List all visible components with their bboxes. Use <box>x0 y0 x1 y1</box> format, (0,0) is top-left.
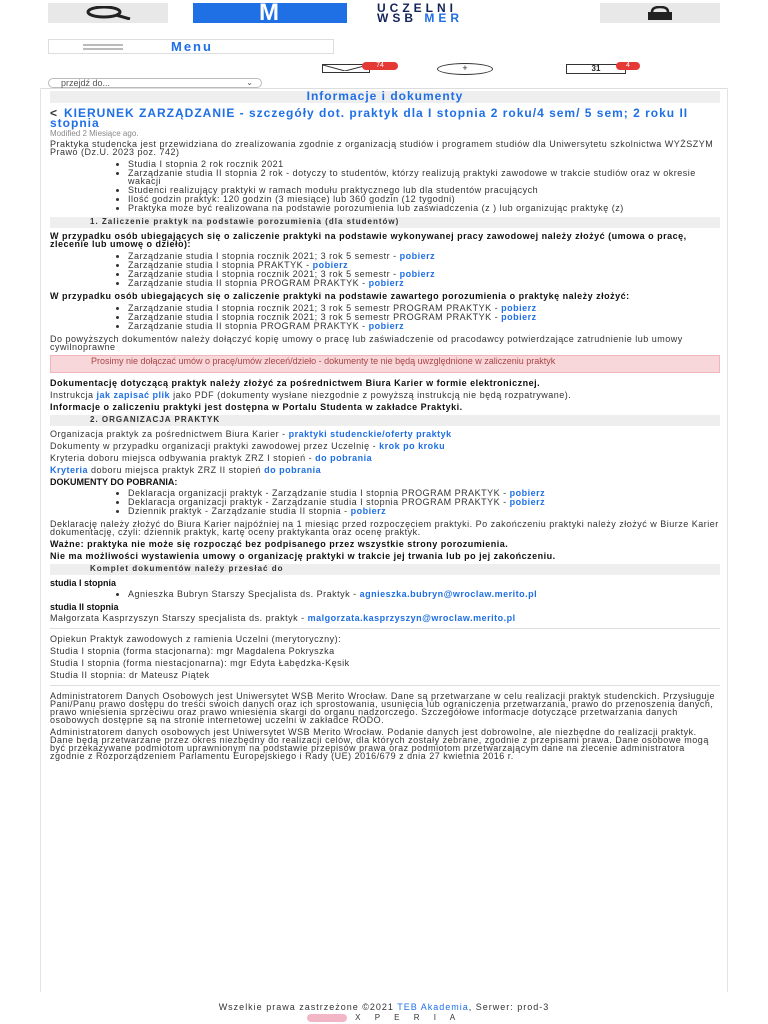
text: jako PDF (dokumenty wysłane niezgodnie z powyższą instrukcją nie będą rozpatrywane). <box>170 390 572 400</box>
logo-line-2a: WSB <box>377 11 425 25</box>
contact-name: Agnieszka Bubryn Starszy Specjalista ds. Praktyk - <box>128 589 360 599</box>
content-border-left <box>40 88 41 992</box>
top-bar <box>0 0 768 30</box>
documents-list-3 <box>50 489 720 515</box>
text: Instrukcja <box>50 390 97 400</box>
download-link[interactable]: pobierz <box>509 497 546 507</box>
step-by-step-link[interactable]: krok po kroku <box>379 441 446 451</box>
list-item <box>128 322 720 330</box>
list-item-text: Zarządzanie studia II stopnia PROGRAM PRAKTYK - <box>128 278 369 288</box>
intro-paragraph: Praktyka studencka jest przewidziana do zrealizowania zgodnie z organizacją studiów i programem studiów dla Uniwersytetu szkolnictwa WYŻSZYM Prawo (Dz.U. 2023 poz. 742) <box>50 139 714 157</box>
search-icon <box>80 6 136 20</box>
stage-2-heading: studia II stopnia <box>50 602 119 612</box>
paragraph <box>50 430 720 438</box>
text: doboru miejsca praktyk ZRZ II stopień <box>88 465 265 475</box>
contact-list <box>50 590 720 598</box>
chevron-down-icon: ⌄ <box>246 78 253 87</box>
list-item: • Praktyka może być realizowana na podstawie porozumienia lub zaświadczenia (z ) lub organizując praktykę (z) <box>128 204 720 212</box>
modified-date: Modified 2 Miesiące ago. <box>50 129 139 138</box>
list-item-text: Zarządzanie studia I stopnia PRAKTYK - <box>128 260 313 270</box>
list-item <box>128 489 720 497</box>
paragraph <box>50 614 720 622</box>
login-button[interactable] <box>600 3 720 23</box>
logo-line-2 <box>377 13 599 23</box>
list-item-text: Deklaracja organizacji praktyk - Zarządzanie studia I stopnia PROGRAM PRAKTYK - <box>128 488 510 498</box>
list-item <box>128 270 720 278</box>
documents-list-2 <box>50 304 720 330</box>
list-item <box>128 261 720 269</box>
email-link[interactable]: agnieszka.bubryn@wroclaw.merito.pl <box>359 589 538 599</box>
offers-link[interactable]: praktyki studenckie/oferty praktyk <box>288 429 452 439</box>
logo-line-2b: MER <box>424 11 464 25</box>
list-item <box>128 498 720 506</box>
list-item-text: Zarządzanie studia II stopnia PROGRAM PRAKTYK - <box>128 321 369 331</box>
email-link[interactable]: malgorzata.kasprzyszyn@wroclaw.merito.pl <box>307 613 516 623</box>
list-item: • Zarządzanie studia II stopnia 2 rok - dotyczy to studentów, którzy realizują praktyki zawodowe w trakcie studiów oraz w okresie wakacji <box>128 169 720 185</box>
paragraph: Dokumentację dotyczącą praktyk należy złożyć za pośrednictwem Biura Karier w formie elektronicznej. <box>50 378 541 388</box>
calendar-count-badge: 4 <box>616 62 640 70</box>
list-item: • Ilość godzin praktyk: 120 godzin (3 miesiące) lub 360 godzin (12 tygodni) <box>128 195 720 203</box>
add-icon[interactable]: + <box>437 63 493 75</box>
download-link[interactable]: pobierz <box>501 303 537 313</box>
logo-mark[interactable]: M <box>193 3 347 23</box>
list-item: • Studia I stopnia 2 rok rocznik 2021 <box>128 160 720 168</box>
notification-bar <box>0 62 768 76</box>
instruction-link[interactable]: jak zapisać plik <box>96 390 171 400</box>
article-title-text: KIERUNEK ZARZĄDZANIE - szczegóły dot. praktyk dla I stopnia 2 roku/4 sem/ 5 sem; 2 roku II stopnia <box>50 106 689 130</box>
paragraph <box>50 454 720 462</box>
lock-icon <box>640 6 680 20</box>
footer-link[interactable]: TEB Akademia <box>397 1002 469 1012</box>
footer <box>0 1003 768 1013</box>
paragraph: Do powyższych dokumentów należy dołączyć kopię umowy o pracę lub zaświadczenie od pracodawcy potwierdzające zatrudnienie lub umowy cywilnoprawne <box>50 334 683 352</box>
contact-name: Małgorzata Kasprzyszyn Starszy specjalista ds. praktyk - <box>50 613 308 623</box>
download-link[interactable]: pobierz <box>399 251 436 261</box>
list-item: • Studenci realizujący praktyki w ramach modułu praktycznego lub dla studentów pracujących <box>128 186 720 194</box>
list-item-text: Deklaracja organizacji praktyk - Zarządzanie studia I stopnia PROGRAM PRAKTYK - <box>128 497 510 507</box>
list-item-text: Dziennik praktyk - Zarządzanie studia II stopnia - <box>128 506 351 516</box>
criteria-link[interactable]: Kryteria <box>50 465 89 475</box>
list-item <box>128 590 720 598</box>
paragraph <box>50 391 720 399</box>
list-item <box>128 252 720 260</box>
mail-count-badge: 74 <box>362 62 398 70</box>
calendar-icon[interactable]: 31 <box>566 64 626 74</box>
paragraph: Informacje o zaliczeniu praktyki jest dostępna w Portalu Studenta w zakładce Praktyki. <box>50 402 463 412</box>
server-text: , Serwer: prod-3 <box>468 1002 550 1012</box>
section-title: Informacje i dokumenty <box>50 91 720 103</box>
documents-list-1 <box>50 252 720 287</box>
divider <box>50 628 720 629</box>
paragraph: Deklarację należy złożyć do Biura Karier najpóźniej na 1 miesiąc przed rozpoczęciem praktyki. Po zakończeniu praktyki należy złożyć w Biurze Karier dokumentację, czyli: dziennik praktyk, kartę oceny praktykanta oraz ocenę praktyk. <box>50 519 719 537</box>
download-link[interactable]: pobierz <box>501 312 537 322</box>
main-content <box>50 91 720 991</box>
list-item <box>128 313 720 321</box>
content-border-right <box>727 88 728 992</box>
paragraph: Studia I stopnia (forma niestacjonarna): mgr Edyta Łabędzka-Kęsik <box>50 658 350 668</box>
back-link[interactable]: < <box>50 106 59 120</box>
stage-1-heading: studia I stopnia <box>50 578 117 588</box>
paragraph: Studia II stopnia: dr Mateusz Piątek <box>50 670 210 680</box>
paragraph: Ważne: praktyka nie może się rozpocząć bez podpisanego przez wszystkie strony porozumienia. <box>50 539 509 549</box>
copyright-text: Wszelkie prawa zastrzeżone ©2021 <box>218 1002 398 1012</box>
list-item <box>128 507 720 515</box>
criteria-1-link[interactable]: do pobrania <box>315 453 373 463</box>
subsection-3-title: Komplet dokumentów należy przesłać do <box>50 564 720 575</box>
warning-alert: Prosimy nie dołączać umów o pracę/umów zleceń/dzieło - dokumenty te nie będą uwzględnione w zaliczeniu praktyk <box>50 355 720 373</box>
logo-wordmark[interactable] <box>377 3 599 25</box>
jump-to-placeholder: przejdź do... <box>61 78 111 88</box>
brand-logo-icon <box>307 1014 347 1022</box>
text: Dokumenty w przypadku organizacji praktyki zawodowej przez Uczelnię - <box>50 441 380 451</box>
article-title <box>50 108 720 128</box>
list-item <box>128 279 720 287</box>
paragraph: Opiekun Praktyk zawodowych z ramienia Uczelni (merytoryczny): <box>50 634 342 644</box>
paragraph: W przypadku osób ubiegających się o zaliczenie praktyki na podstawie wykonywanej pracy zawodowej należy złożyć (umowa o pracę, zlecenie lub umowę o dzieło): <box>50 231 687 249</box>
download-link[interactable]: pobierz <box>350 506 387 516</box>
paragraph: W przypadku osób ubiegających się o zaliczenie praktyki na podstawie zawartego porozumienia o praktykę należy złożyć: <box>50 291 630 301</box>
logo-line-1: UCZELNI <box>377 3 457 15</box>
divider <box>50 685 720 686</box>
search-button[interactable] <box>48 3 168 23</box>
paragraph <box>50 442 720 450</box>
jump-to-select[interactable] <box>48 78 262 88</box>
download-link[interactable]: pobierz <box>312 260 349 270</box>
criteria-2-link[interactable]: do pobrania <box>264 465 322 475</box>
divider <box>40 88 728 89</box>
paragraph: Studia I stopnia (forma stacjonarna): mgr Magdalena Pokryszka <box>50 646 335 656</box>
subsection-1-title: 1. Zaliczenie praktyk na podstawie porozumienia (dla studentów) <box>50 217 720 228</box>
brand-text: X P E R I A <box>355 1013 462 1022</box>
list-item-text: Zarządzanie studia I stopnia rocznik 2021; 3 rok 5 semestr - <box>128 251 400 261</box>
download-link[interactable]: pobierz <box>368 321 405 331</box>
download-link[interactable]: pobierz <box>509 488 546 498</box>
menu-label: Menu <box>171 39 213 54</box>
subsection-2-title: 2. ORGANIZACJA PRAKTYK <box>50 415 720 426</box>
list-item-text: Zarządzanie studia I stopnia rocznik 2021; 3 rok 5 semestr - <box>128 269 400 279</box>
documents-heading: DOKUMENTY DO POBRANIA: <box>50 477 178 487</box>
download-link[interactable]: pobierz <box>368 278 405 288</box>
list-item-text: Zarządzanie studia I stopnia rocznik 2021; 3 rok 5 semestr PROGRAM PRAKTYK - <box>128 303 502 313</box>
text: Organizacja praktyk za pośrednictwem Biura Karier - <box>50 429 289 439</box>
intro-list <box>50 160 720 212</box>
footer-brand <box>0 1013 768 1023</box>
list-item-text: Zarządzanie studia I stopnia rocznik 2021; 3 rok 5 semestr PROGRAM PRAKTYK - <box>128 312 502 322</box>
hamburger-icon <box>83 44 123 50</box>
gdpr-paragraph: Administratorem Danych Osobowych jest Uniwersytet WSB Merito Wrocław. Dane są przetwarzane w celu realizacji praktyk studenckich. Przysługuje Pani/Panu prawo dostępu do treści swoich danych oraz ich sprostowania, usunięcia lub ograniczenia przetwarzania, prawo do przenoszenia danych, prawo wniesienia sprzeciwu oraz prawo wniesienia skargi do organu nadzorczego. Szczegółowe informacje dotyczące przetwarzania danych osobowych dostępne są na stronie internetowej uczelni w zakładce RODO. <box>50 691 716 725</box>
download-link[interactable]: pobierz <box>399 269 436 279</box>
gdpr-paragraph: Administratorem danych osobowych jest Uniwersytet WSB Merito Wrocław. Podanie danych jest dobrowolne, ale niezbędne do realizacji praktyk. Dane będą przetwarzane przez okres niezbędny do realizacji celów, dla których zostały zebrane, zgodnie z przepisami prawa. Dane osobowe mogą być przekazywane podmiotom uprawnionym na podstawie przepisów prawa oraz podmiotom przetwarzającym dane na zlecenie administratora zgodnie z Rozporządzeniem Parlamentu Europejskiego i Rady (UE) 2016/679 z dnia 27 kwietnia 2016 r. <box>50 727 709 761</box>
list-item <box>128 304 720 312</box>
paragraph: Nie ma możliwości wystawienia umowy o organizację praktyki w trakcie jej trwania lub po jej zakończeniu. <box>50 551 556 561</box>
menu-toggle[interactable] <box>48 39 334 54</box>
text: Kryteria doboru miejsca odbywania praktyk ZRZ I stopień - <box>50 453 316 463</box>
paragraph <box>50 466 720 474</box>
